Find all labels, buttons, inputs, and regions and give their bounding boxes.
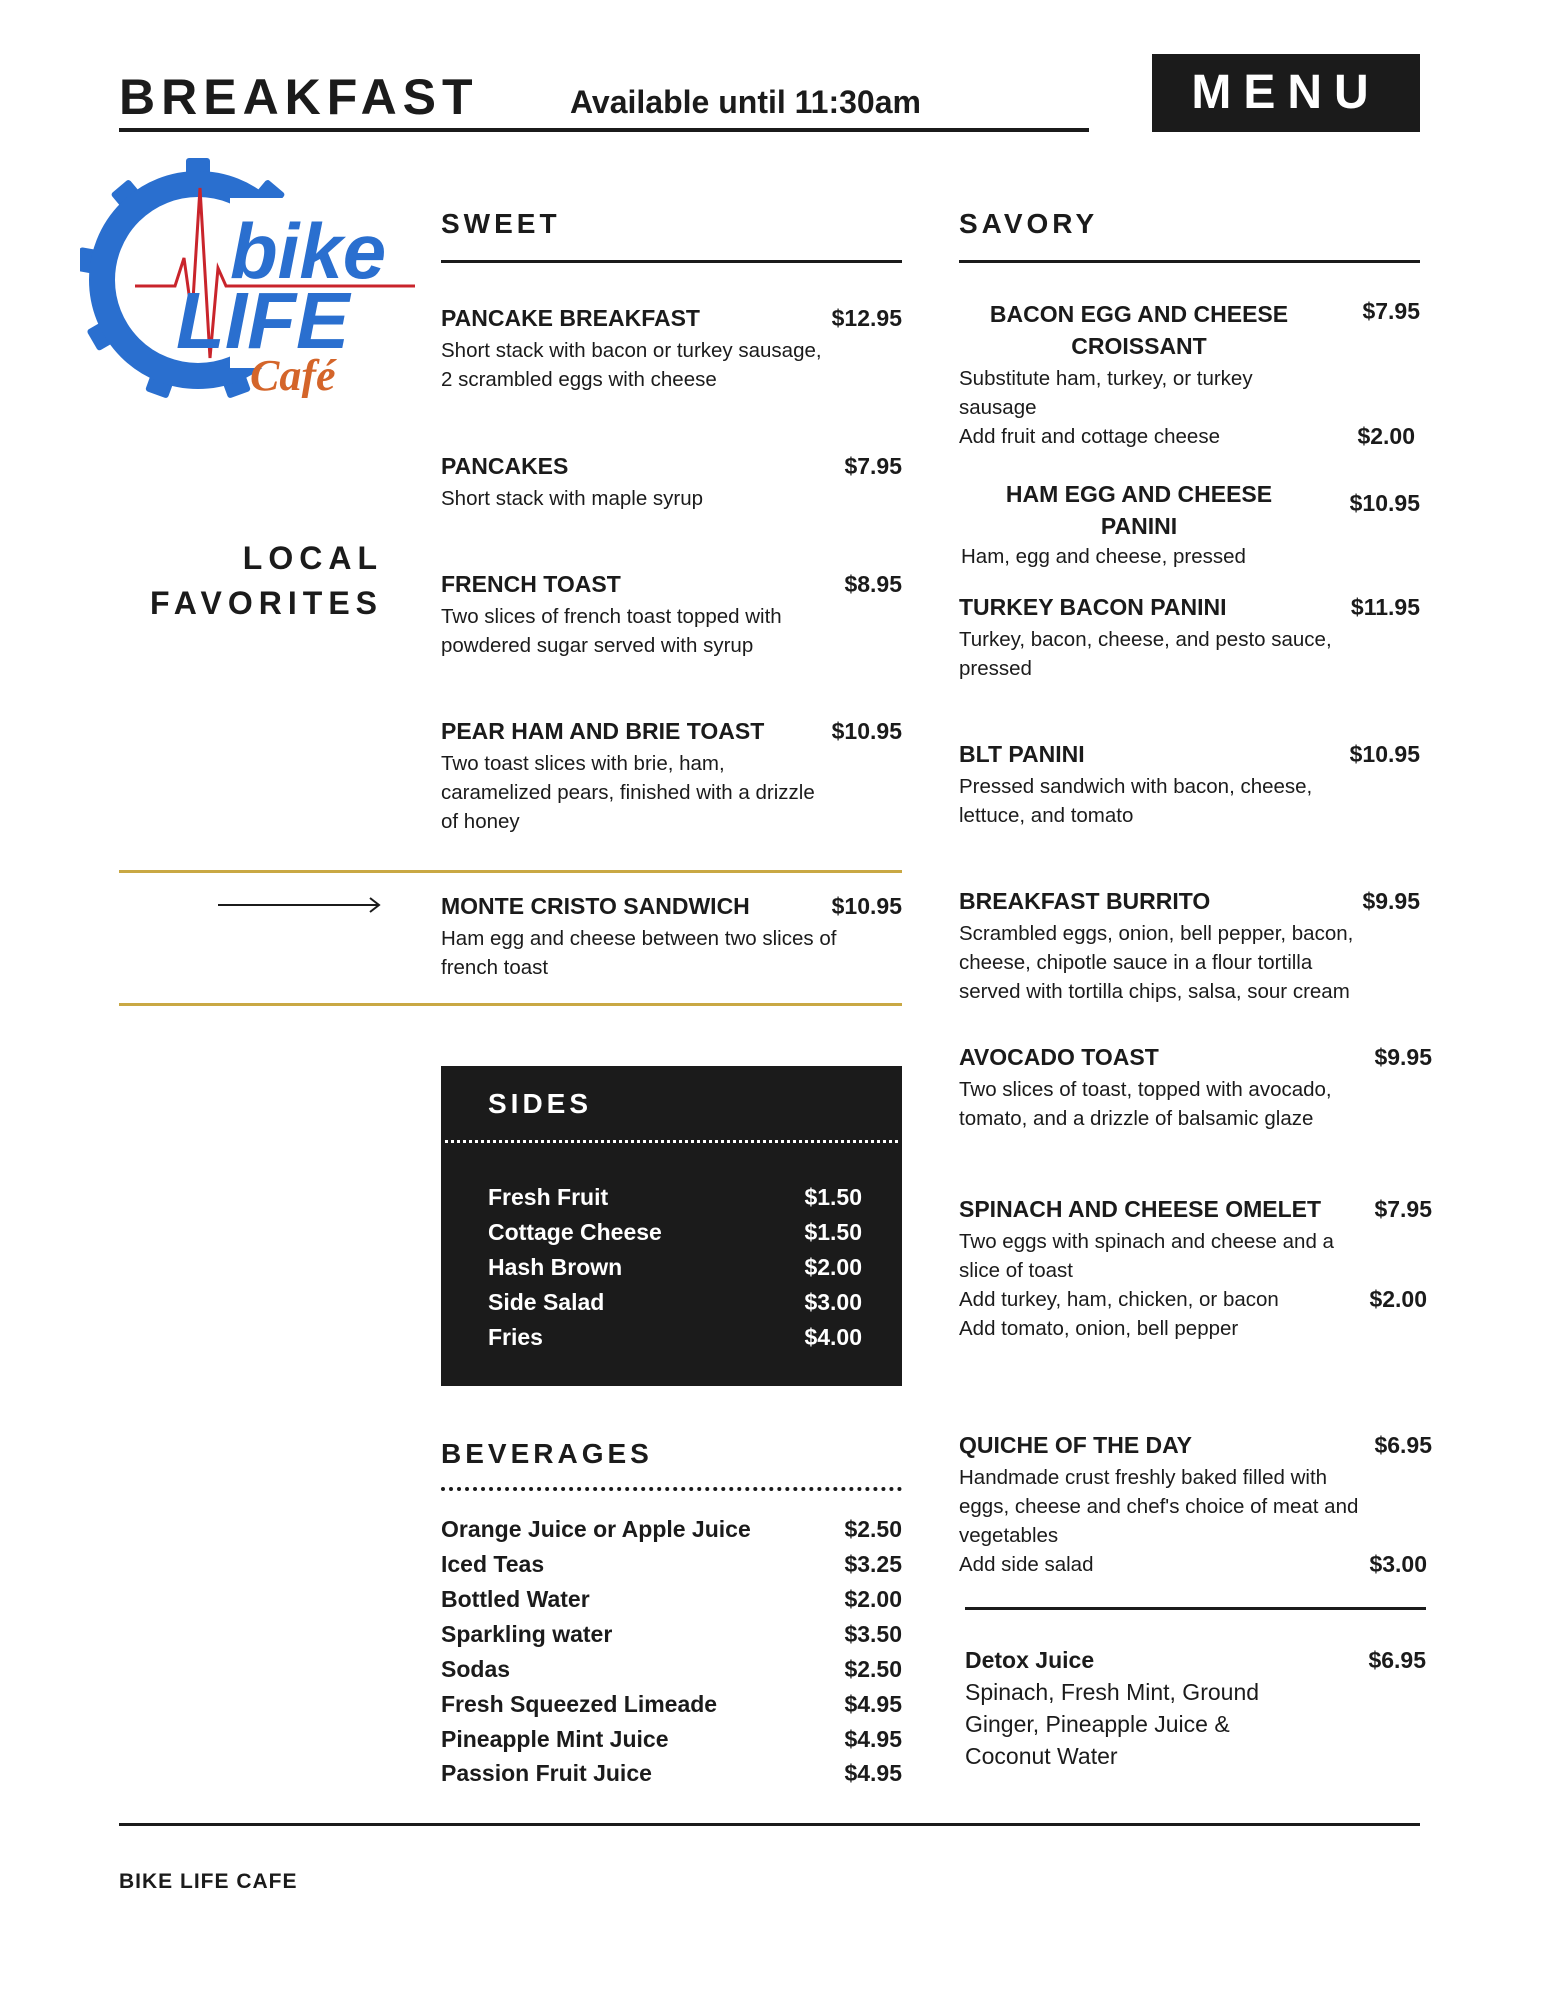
savory-divider [959,260,1420,263]
side-item: Hash Brown $2.00 [488,1254,862,1280]
beverages-heading: BEVERAGES [441,1438,653,1469]
side-item: Fresh Fruit $1.50 [488,1184,862,1210]
menu-item-french-toast: FRENCH TOAST $8.95 Two slices of french toast topped with powdered sugar served with syrup [441,571,902,657]
menu-item-pear-ham-brie: PEAR HAM AND BRIE TOAST $10.95 Two toast slices with brie, ham, caramelized pears, finished with a drizzle of honey [441,718,902,833]
menu-item-pancakes: PANCAKES $7.95 Short stack with maple syrup [441,453,902,510]
menu-item-ham-egg-panini: HAM EGG AND CHEESE PANINI $10.95 Ham, egg and cheese, pressed [961,481,1420,568]
sides-heading: SIDES [488,1088,593,1119]
beverage-item: Sparkling water $3.50 [441,1621,902,1647]
menu-item-turkey-bacon-panini: TURKEY BACON PANINI $11.95 Turkey, bacon, cheese, and pesto sauce, pressed [959,594,1420,680]
beverage-item: Fresh Squeezed Limeade $4.95 [441,1691,902,1717]
beverage-item: Pineapple Mint Juice $4.95 [441,1726,902,1752]
logo-word-cafe: Café [250,351,336,398]
arrow-right-icon [218,895,383,920]
side-item: Fries $4.00 [488,1324,862,1350]
beverages-divider [441,1487,902,1491]
menu-item-pancake-breakfast: PANCAKE BREAKFAST $12.95 Short stack with bacon or turkey sausage, 2 scrambled eggs with cheese [441,305,902,391]
local-favorites-label: LOCAL FAVORITES [150,540,383,621]
menu-item-quiche: QUICHE OF THE DAY $6.95 Handmade crust freshly baked filled with eggs, cheese and chef's choice of meat and vegetables Add side salad $3.00 [959,1432,1432,1577]
sweet-divider [441,260,902,263]
beverage-item: Sodas $2.50 [441,1656,902,1682]
logo-word-life: LIFE [176,276,350,365]
cafe-logo [80,158,420,398]
sides-divider [445,1140,898,1143]
featured-bottom-divider [119,1003,902,1006]
footer-divider [119,1823,1420,1826]
header-divider [119,128,1089,132]
side-item: Cottage Cheese $1.50 [488,1219,862,1245]
menu-item-monte-cristo: MONTE CRISTO SANDWICH $10.95 Ham egg and cheese between two slices of french toast [441,893,902,979]
gear-icon [80,158,420,398]
side-item: Side Salad $3.00 [488,1289,862,1315]
menu-item-bacon-egg-croissant: BACON EGG AND CHEESE CROISSANT $7.95 Substitute ham, turkey, or turkey sausage Add fruit and cottage cheese $2.00 [959,298,1420,449]
menu-item-spinach-omelet: SPINACH AND CHEESE OMELET $7.95 Two eggs with spinach and cheese and a slice of toast Add turkey, ham, chicken, or bacon $2.00 Add tomato, onion, bell pepper [959,1196,1432,1340]
menu-item-blt-panini: BLT PANINI $10.95 Pressed sandwich with bacon, cheese, lettuce, and tomato [959,741,1420,827]
featured-top-divider [119,870,902,873]
availability-note: Available until 11:30am [570,84,921,120]
beverage-item: Passion Fruit Juice $4.95 [441,1760,902,1786]
savory-heading: SAVORY [959,208,1099,239]
beverage-item: Iced Teas $3.25 [441,1551,902,1577]
beverage-item: Orange Juice or Apple Juice $2.50 [441,1516,902,1542]
sweet-heading: SWEET [441,208,561,239]
menu-item-detox-juice: Detox Juice $6.95 Spinach, Fresh Mint, Ground Ginger, Pineapple Juice & Coconut Water [965,1647,1426,1769]
footer-brand: BIKE LIFE CAFE [119,1870,298,1893]
menu-item-breakfast-burrito: BREAKFAST BURRITO $9.95 Scrambled eggs, onion, bell pepper, bacon, cheese, chipotle sauce in a flour tortilla served with tortilla chips, salsa, sour cream [959,888,1420,1003]
detox-divider [965,1607,1426,1610]
logo-word-bike: bike [230,207,387,295]
menu-item-avocado-toast: AVOCADO TOAST $9.95 Two slices of toast, topped with avocado, tomato, and a drizzle of balsamic glaze [959,1044,1432,1130]
beverage-item: Bottled Water $2.00 [441,1586,902,1612]
sides-panel [441,1066,902,1386]
menu-title: BREAKFAST [119,69,479,125]
menu-badge: MENU [1152,54,1420,132]
